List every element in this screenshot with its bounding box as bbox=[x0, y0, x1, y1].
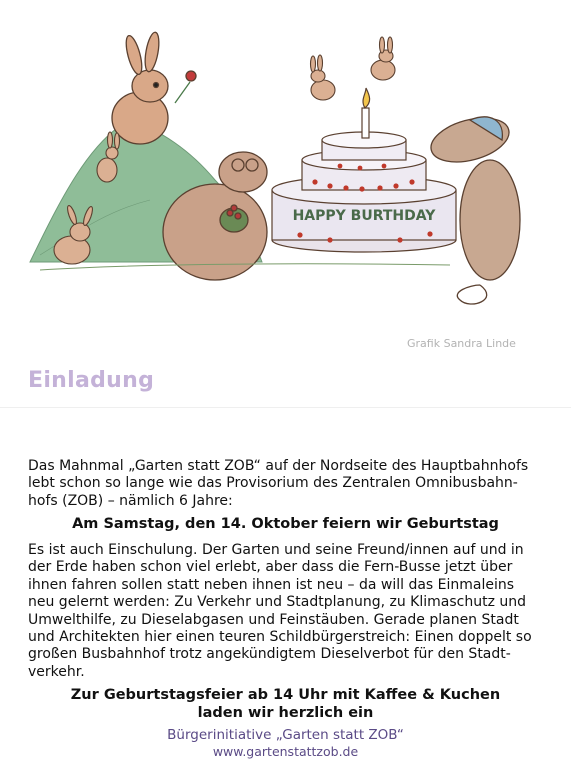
birthday-cake bbox=[272, 88, 456, 252]
footer-organization: Bürgerinitiative „Garten statt ZOB“ bbox=[167, 727, 404, 743]
footer-website-link[interactable]: www.gartenstattzob.de bbox=[212, 744, 359, 759]
invitation-line-1: Zur Geburtstagsfeier ab 14 Uhr mit Kaffee & Kuchen bbox=[70, 687, 501, 703]
illustration-drawing bbox=[0, 0, 571, 362]
illustration-credit: Grafik Sandra Linde bbox=[407, 337, 516, 350]
invitation-heading bbox=[0, 686, 571, 722]
main-paragraph: Es ist auch Einschulung. Der Garten und seine Freund/innen auf und in der Erde haben schon viel erlebt, aber dass die Fern-Busse jetzt über ihnen fahren sollen statt neben ihnen ist neu – da will das Einmaleins neu gelernt werden: Zu Verkehr und Stadtplanung, zu Klimaschutz und Umwelthilfe, zu Dieselabgasen und Feinstäuben. Gerade planen Stadt und Architekten hier einen teuren Schildbürgerstreich: Einen doppelt so großen Busbahnhof trotz angekündigtem Dieselverbot für den Stadt-verkehr. bbox=[28, 542, 532, 680]
birthday-illustration bbox=[0, 0, 571, 362]
event-date-heading: Am Samstag, den 14. Oktober feiern wir Geburtstag bbox=[72, 516, 499, 532]
intro-paragraph: Das Mahnmal „Garten statt ZOB“ auf der Nordseite des Hauptbahnhofs lebt schon so lange wie das Provisorium des Zentralen Omnibusbahn-hofs (ZOB) – nämlich 6 Jahre: bbox=[28, 458, 529, 509]
jumping-rabbit-2 bbox=[311, 55, 336, 100]
invitation-line-2: laden wir herzlich ein bbox=[197, 705, 374, 721]
cake-lettering: HAPPY BURTHDAY bbox=[292, 208, 436, 224]
jumping-rabbit-3 bbox=[371, 37, 395, 80]
divider bbox=[0, 407, 571, 408]
rabbit-with-flower bbox=[112, 31, 196, 144]
page-title: Einladung bbox=[28, 368, 155, 393]
